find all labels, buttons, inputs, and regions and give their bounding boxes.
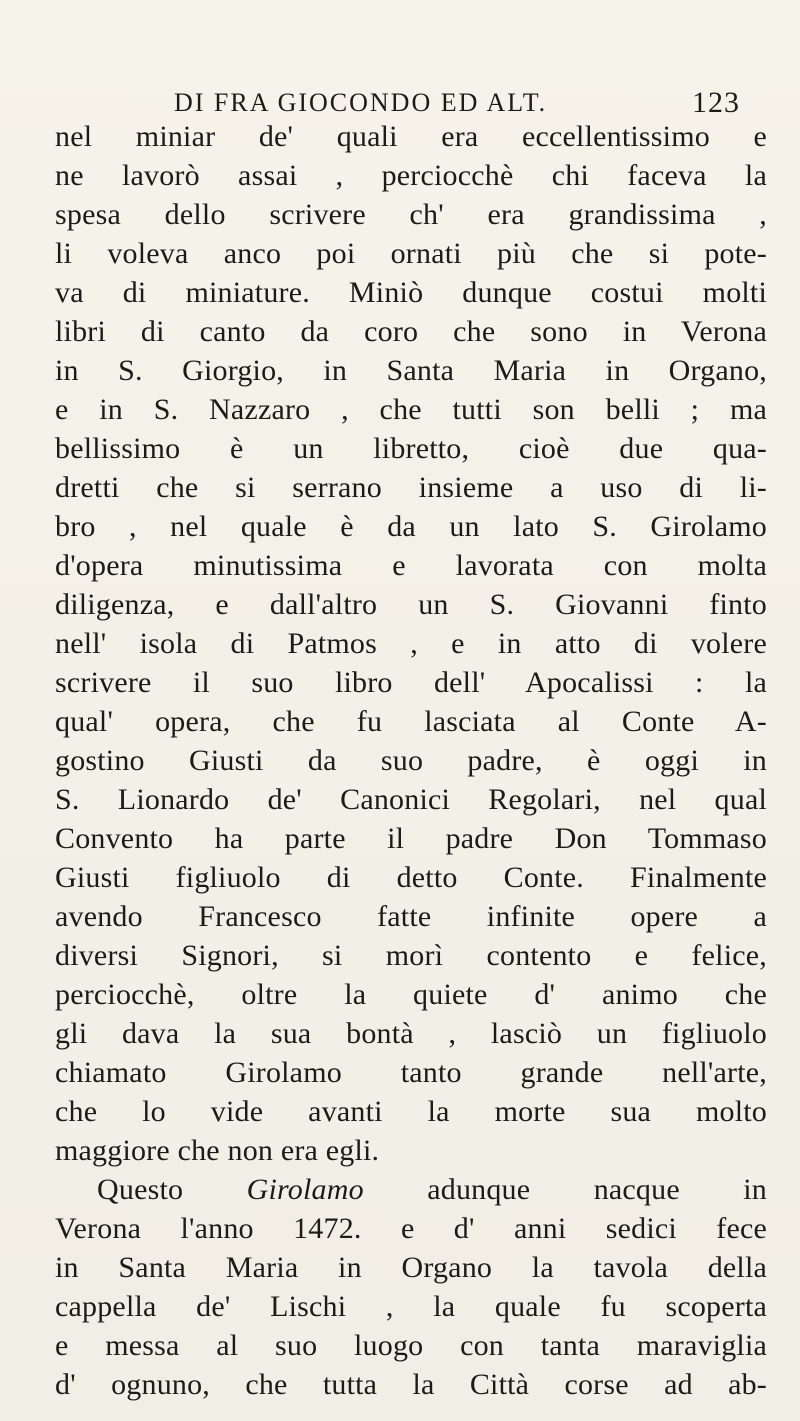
text-line-paragraph-end: maggiore che non era egli. — [55, 1134, 380, 1167]
text-line: d'opera minutissima e lavorata con molta — [55, 549, 767, 582]
text-line: bellissimo è un libretto, cioè due qua- — [55, 432, 767, 465]
text-line: Giusti figliuolo di detto Conte. Finalmente — [55, 861, 767, 894]
text-line: scrivere il suo libro dell' Apocalissi : la — [55, 666, 767, 699]
text-line: nel miniar de' quali era eccellentissimo e — [55, 120, 767, 153]
text-line: in S. Giorgio, in Santa Maria in Organo, — [55, 354, 767, 387]
text-line: dretti che si serrano insieme a uso di li- — [55, 471, 767, 504]
text-line: Verona l'anno 1472. e d' anni sedici fece — [55, 1212, 767, 1245]
text-line: in Santa Maria in Organo la tavola della — [55, 1251, 767, 1284]
text-line: li voleva anco poi ornati più che si pote- — [55, 237, 767, 270]
paragraph-opening-line — [55, 1170, 767, 1209]
text-line: qual' opera, che fu lasciata al Conte A- — [55, 705, 767, 738]
text-line: gostino Giusti da suo padre, è oggi in — [55, 744, 767, 777]
running-head: DI FRA GIOCONDO ED ALT. — [174, 88, 548, 117]
text-line: diversi Signori, si morì contento e felice, — [55, 939, 767, 972]
text-line: S. Lionardo de' Canonici Regolari, nel qual — [55, 783, 767, 816]
body-text — [55, 117, 767, 1404]
text-line: e in S. Nazzaro , che tutti son belli ; ma — [55, 393, 767, 426]
text-line: nell' isola di Patmos , e in atto di volere — [55, 627, 767, 660]
text-line: Convento ha parte il padre Don Tommaso — [55, 822, 767, 855]
text-line: chiamato Girolamo tanto grande nell'arte, — [55, 1056, 767, 1089]
text-line: d' ognuno, che tutta la Città corse ad ab- — [55, 1368, 767, 1401]
text-line: cappella de' Lischi , la quale fu scoperta — [55, 1290, 767, 1323]
page-number: 123 — [692, 86, 740, 119]
text-line: perciocchè, oltre la quiete d' animo che — [55, 978, 767, 1011]
text-line: diligenza, e dall'altro un S. Giovanni finto — [55, 588, 767, 621]
text-line: avendo Francesco fatte infinite opere a — [55, 900, 767, 933]
text-line: va di miniature. Miniò dunque costui molti — [55, 276, 767, 309]
text-line: libri di canto da coro che sono in Verona — [55, 315, 767, 348]
italic-name: Girolamo — [246, 1173, 364, 1206]
text-line: gli dava la sua bontà , lasciò un figliuolo — [55, 1017, 767, 1050]
paragraph-opening-continuation: adunque nacque in — [363, 1173, 768, 1206]
text-line: spesa dello scrivere ch' era grandissima , — [55, 198, 767, 231]
text-line: che lo vide avanti la morte sua molto — [55, 1095, 767, 1128]
text-line: bro , nel quale è da un lato S. Girolamo — [55, 510, 767, 543]
paragraph-opening-text: Questo — [97, 1173, 247, 1206]
text-line: e messa al suo luogo con tanta maraviglia — [55, 1329, 767, 1362]
text-line: ne lavorò assai , perciocchè chi faceva la — [55, 159, 767, 192]
